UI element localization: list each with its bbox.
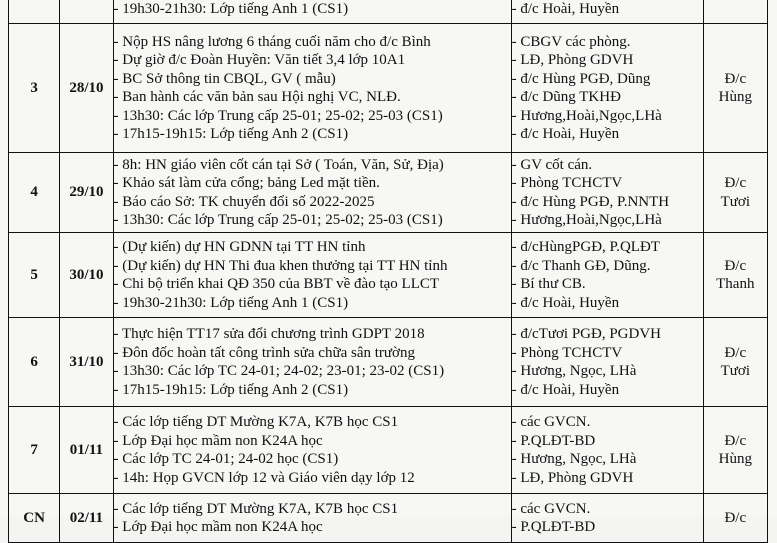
participant-line: - các GVCN.: [511, 414, 591, 430]
participant-line: - đ/cHùngPGĐ, P.QLĐT: [511, 239, 660, 255]
schedule-row: [9, 318, 768, 407]
participant-line: - đ/c Hoài, Huyền: [511, 0, 620, 17]
schedule-row: [9, 24, 768, 153]
date-cell: 30/10: [60, 233, 113, 318]
content-line: - 17h15-19h15: Lớp tiếng Anh 2 (CS1): [113, 126, 349, 142]
content-line: - Lớp Đại học mầm non K24A học: [113, 432, 323, 449]
leader-line: Thanh: [716, 276, 755, 292]
participants-cell: [511, 0, 703, 24]
content-line: - Báo cáo Sở: TK chuyển đổi số 2022-2025: [113, 193, 375, 210]
content-cell: [113, 494, 511, 543]
participant-line: - Phòng TCHCTV: [511, 344, 623, 361]
content-line: - Chi bộ triển khai QĐ 350 của BBT về đào tạo LLCT: [113, 276, 440, 292]
leader-line: Đ/c: [724, 509, 747, 526]
content-line: - 8h: HN giáo viên cốt cán tại Sở ( Toán, Văn, Sử, Địa): [113, 156, 444, 173]
leader-line: Hùng: [718, 89, 752, 105]
leader-cell: [703, 318, 767, 407]
content-line: - (Dự kiến) dự HN Thi đua khen thưởng tại TT HN tỉnh: [113, 257, 448, 274]
participants-cell: [511, 153, 703, 233]
leader-line: Đ/c: [724, 70, 747, 87]
participant-line: - Hương,Hoài,Ngọc,LHà: [511, 107, 662, 124]
content-line: - Nộp HS nâng lương 6 tháng cuối năm cho đ/c Bình: [113, 33, 431, 50]
date-cell: 28/10: [60, 24, 113, 153]
content-line: - Thực hiện TT17 sửa đổi chương trình GDPT 2018: [113, 326, 425, 342]
leader-line: Tươi: [720, 363, 751, 379]
content-line: - 13h30: Các lớp Trung cấp 25-01; 25-02; 25-03 (CS1): [113, 107, 443, 124]
leader-cell: [703, 24, 767, 153]
participants-cell: [511, 318, 703, 407]
leader-cell: [703, 407, 767, 494]
content-line: - Các lớp tiếng DT Mường K7A, K7B học CS1: [113, 414, 399, 430]
participants-cell: [511, 24, 703, 153]
participants-cell: [511, 233, 703, 318]
content-cell: [113, 24, 511, 153]
day-number: 3: [9, 24, 60, 153]
participant-line: - đ/c Hoài, Huyền: [511, 126, 620, 142]
weekly-schedule-table: [8, 0, 768, 543]
date-cell: 31/10: [60, 318, 113, 407]
leader-line: Đ/c: [724, 432, 747, 449]
content-line: - Các lớp tiếng DT Mường K7A, K7B học CS1: [113, 500, 399, 517]
participant-line: - Bí thư CB.: [511, 276, 586, 292]
participant-line: - Phòng TCHCTV: [511, 175, 623, 191]
date-cell: 29/10: [60, 153, 113, 233]
content-line: - 14h: Họp GVCN lớp 12 và Giáo viên dạy lớp 12: [113, 469, 415, 486]
content-cell: [113, 0, 511, 24]
content-line: - 17h15-19h15: Lớp tiếng Anh 2 (CS1): [113, 381, 349, 398]
participants-cell: [511, 407, 703, 494]
content-line: - 19h30-21h30: Lớp tiếng Anh 1 (CS1): [113, 0, 349, 17]
content-cell: [113, 233, 511, 318]
leader-cell: [703, 494, 767, 543]
participant-line: - đ/c Hùng PGĐ, Dũng: [511, 70, 651, 87]
schedule-row: [9, 153, 768, 233]
participant-line: - Hương, Ngọc, LHà: [511, 451, 637, 467]
day-number: 7: [9, 407, 60, 494]
leader-cell: [703, 0, 767, 24]
content-line: - BC Sở thông tin CBQL, GV ( mẫu): [113, 70, 336, 87]
day-number: 5: [9, 233, 60, 318]
content-cell: [113, 153, 511, 233]
leader-line: Đ/c: [724, 344, 747, 361]
content-line: - Ban hành các văn bản sau Hội nghị VC, NLĐ.: [113, 89, 401, 105]
day-number: [9, 0, 60, 24]
leader-cell: [703, 153, 767, 233]
participant-line: - LĐ, Phòng GDVH: [511, 469, 634, 486]
date-cell: 01/11: [60, 407, 113, 494]
content-line: - Các lớp TC 24-01; 24-02 học (CS1): [113, 451, 339, 467]
content-line: - (Dự kiến) dự HN GDNN tại TT HN tỉnh: [113, 239, 366, 255]
schedule-row: [9, 0, 768, 24]
schedule-row: [9, 233, 768, 318]
leader-line: Tươi: [720, 193, 751, 210]
participant-line: - đ/c Dũng TKHĐ: [511, 89, 621, 105]
content-line: - Khảo sát làm cửa cổng; bảng Led mặt tiền.: [113, 175, 380, 191]
participant-line: - Hương, Ngọc, LHà: [511, 363, 637, 379]
leader-cell: [703, 233, 767, 318]
participant-line: - đ/cTươi PGĐ, PGDVH: [511, 326, 662, 342]
content-cell: [113, 318, 511, 407]
date-cell: 02/11: [60, 494, 113, 543]
participant-line: - các GVCN.: [511, 500, 591, 517]
content-line: - Đôn đốc hoàn tất công trình sửa chữa sân trường: [113, 344, 415, 361]
content-line: - 13h30: Các lớp TC 24-01; 24-02; 23-01; 23-02 (CS1): [113, 363, 445, 379]
content-line: - Dự giờ đ/c Đoàn Huyền: Văn tiết 3,4 lớp 10A1: [113, 52, 406, 68]
participant-line: - đ/c Hùng PGĐ, P.NNTH: [511, 193, 670, 210]
participant-line: - đ/c Hoài, Huyền: [511, 294, 620, 311]
leader-line: Đ/c: [724, 175, 747, 191]
participant-line: - P.QLĐT-BD: [511, 519, 596, 535]
leader-line: Hùng: [718, 451, 752, 467]
content-line: - 13h30: Các lớp Trung cấp 25-01; 25-02; 25-03 (CS1): [113, 212, 443, 228]
content-line: - 19h30-21h30: Lớp tiếng Anh 1 (CS1): [113, 294, 349, 311]
participant-line: - đ/c Hoài, Huyền: [511, 381, 620, 398]
content-line: - Lớp Đại học mầm non K24A học: [113, 519, 323, 535]
schedule-row: [9, 407, 768, 494]
day-number: CN: [9, 494, 60, 543]
participant-line: - Hương,Hoài,Ngọc,LHà: [511, 212, 662, 228]
participant-line: - P.QLĐT-BD: [511, 432, 596, 449]
participant-line: - LĐ, Phòng GDVH: [511, 52, 634, 68]
date-cell: [60, 0, 113, 24]
schedule-row: [9, 494, 768, 543]
leader-line: Đ/c: [724, 257, 747, 274]
participant-line: - GV cốt cán.: [511, 156, 593, 173]
day-number: 6: [9, 318, 60, 407]
participant-line: - CBGV các phòng.: [511, 33, 631, 50]
participants-cell: [511, 494, 703, 543]
participant-line: - đ/c Thanh GĐ, Dũng.: [511, 257, 651, 274]
day-number: 4: [9, 153, 60, 233]
content-cell: [113, 407, 511, 494]
